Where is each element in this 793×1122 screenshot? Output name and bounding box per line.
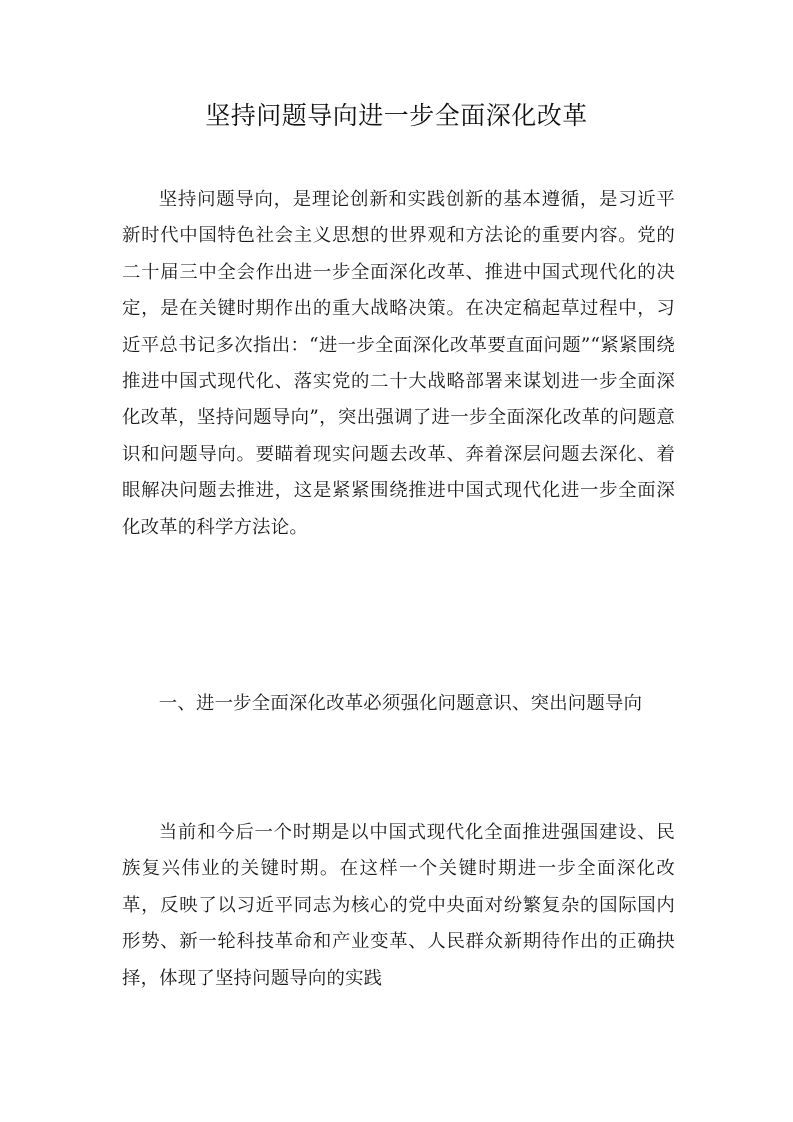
section-heading-1: 一、进一步全面深化改革必须强化问题意识、突出问题导向: [158, 693, 643, 714]
body-paragraph-1: 坚持问题导向，是理论创新和实践创新的基本遵循，是习近平新时代中国特色社会主义思想的世界观和方法论的重要内容。党的二十届三中全会作出进一步全面深化改革、推进中国式现代化的决定，是在关键时期作出的重大战略决策。在决定稿起草过程中，习近平总书记多次指出：“进一步全面深化改革要直面问题”“紧紧围绕推进中国式现代化、落实党的二十大战略部署来谋划进一步全面深化改革，坚持问题导向”，突出强调了进一步全面深化改革的问题意识和问题导向。要瞄着现实问题去改革、奔着深层问题去深化、着眼解决问题去推进，这是紧紧围绕推进中国式现代化进一步全面深化改革的科学方法论。: [122, 189, 675, 538]
document-title: 坚持问题导向进一步全面深化改革: [205, 101, 588, 130]
body-paragraph-2: 当前和今后一个时期是以中国式现代化全面推进强国建设、民族复兴伟业的关键时期。在这样一个关键时期进一步全面深化改革，反映了以习近平同志为核心的党中央面对纷繁复杂的国际国内形势、新一轮科技革命和产业变革、人民群众新期待作出的正确抉择，体现了坚持问题导向的实践: [122, 822, 675, 989]
